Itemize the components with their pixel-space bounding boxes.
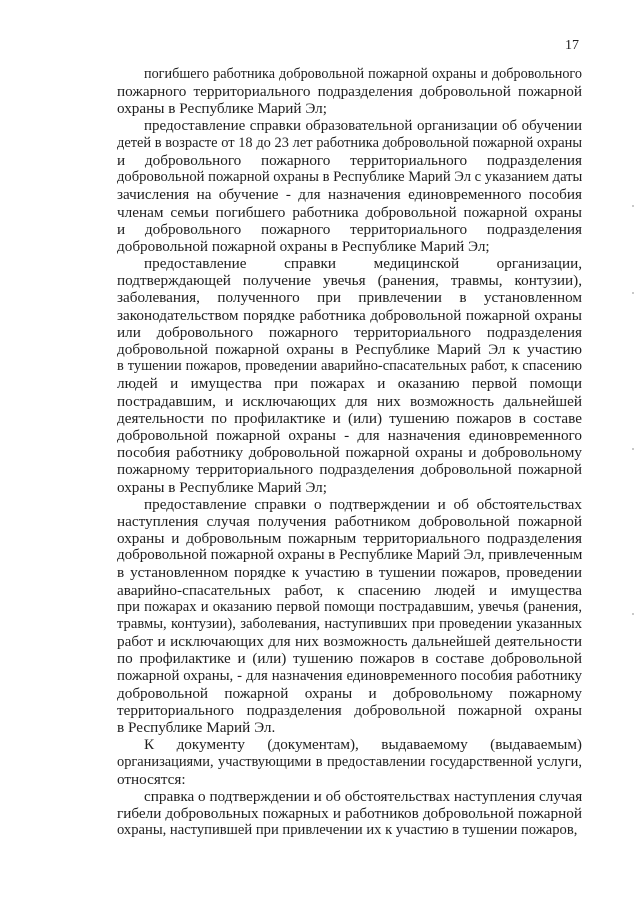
text-line: наступления случая получения работником добровольной пожарной <box>117 512 582 530</box>
text-line: охраны в Республике Марий Эл; <box>117 100 327 118</box>
text-line: при пожарах и оказанию первой помощи пострадавшим, увечья (ранения, <box>117 598 582 615</box>
document-body <box>117 66 582 839</box>
text-line: и добровольного пожарного территориального подразделения <box>117 220 582 238</box>
text-line: добровольной пожарной охраны и добровольному пожарному <box>117 684 582 702</box>
text-line: пожарной охраны, - для назначения единовременного пособия работнику <box>117 667 582 684</box>
text-line: охраны в Республике Марий Эл; <box>117 478 327 496</box>
text-line: аварийно-спасательных работ, к спасению людей и имущества <box>117 581 582 599</box>
scan-artifact <box>632 613 634 615</box>
page-number: 17 <box>565 38 579 53</box>
text-line: и добровольного пожарного территориального подразделения <box>117 151 582 169</box>
text-line: травмы, контузии), заболевания, наступивших при проведении указанных <box>117 616 582 632</box>
text-line: пособия работнику добровольной пожарной охраны и добровольному <box>117 444 582 462</box>
text-line: предоставление справки о подтверждении и об обстоятельствах <box>144 495 582 513</box>
text-line: зачисления на обучение - для назначения единовременного пособия <box>117 186 582 204</box>
text-line: или добровольного пожарного территориального подразделения <box>117 323 582 341</box>
text-line: деятельности по профилактике и (или) тушению пожаров в составе <box>117 409 582 427</box>
scan-artifact <box>632 205 634 207</box>
text-line: людей и имущества при пожарах и оказанию первой помощи <box>117 375 582 393</box>
text-line: добровольной пожарной охраны в Республике Марий Эл; <box>117 237 490 255</box>
text-line: охраны, наступившей при привлечении их к участию в тушении пожаров, <box>117 822 578 839</box>
scan-artifact <box>632 292 634 294</box>
text-line: заболевания, полученного при привлечении в установленном <box>117 289 582 307</box>
text-line: добровольной пожарной охраны в Республике Марий Эл, привлеченным <box>117 547 582 564</box>
text-line: работ и исключающих для них возможность дальнейшей деятельности <box>117 633 582 651</box>
text-line: добровольной пожарной охраны - для назначения единовременного <box>117 426 582 444</box>
text-line: охраны и добровольным пожарным территориального подразделения <box>117 530 582 548</box>
text-line: справка о подтверждении и об обстоятельствах наступления случая <box>144 787 582 805</box>
text-line: погибшего работника добровольной пожарной охраны и добровольного <box>144 66 582 82</box>
text-line: гибели добровольных пожарных и работников добровольной пожарной <box>117 805 582 823</box>
text-line: К документу (документам), выдаваемому (выдаваемым) <box>144 736 582 754</box>
text-line: членам семьи погибшего работника добровольной пожарной охраны <box>117 203 582 221</box>
paragraph <box>117 736 582 788</box>
text-line: предоставление справки образовательной организации об обучении <box>144 117 582 134</box>
text-line: пострадавшим, и исключающих для них возможность дальнейшей <box>117 392 582 410</box>
text-line: законодательством порядке работника добровольной пожарной охраны <box>117 306 582 324</box>
paragraph <box>117 255 582 496</box>
text-line: подтверждающей получение увечья (ранения, травмы, контузии), <box>117 272 582 290</box>
text-line: предоставление справки медицинской организации, <box>144 255 582 273</box>
text-line: территориального подразделения добровольной пожарной охраны <box>117 701 582 719</box>
text-line: добровольной пожарной охраны в Республике Марий Эл к участию <box>117 341 582 358</box>
paragraph <box>117 496 582 737</box>
text-line: в Республике Марий Эл. <box>117 719 276 737</box>
paragraph <box>117 66 582 118</box>
text-line: детей в возрасте от 18 до 23 лет работника добровольной пожарной охраны <box>117 134 582 151</box>
text-line: пожарного территориального подразделения добровольной пожарной <box>117 83 582 101</box>
text-line: в тушении пожаров, проведении аварийно-спасательных работ, к спасению <box>117 358 582 375</box>
text-line: относятся: <box>117 770 186 788</box>
paragraph <box>117 788 582 840</box>
scan-artifact <box>632 448 634 450</box>
text-line: по профилактике и (или) тушению пожаров в составе добровольной <box>117 650 582 668</box>
text-line: организациями, участвующими в предоставлении государственной услуги, <box>117 753 582 770</box>
text-line: в установленном порядке к участию в тушении пожаров, проведении <box>117 564 582 582</box>
text-line: пожарному территориального подразделения добровольной пожарной <box>117 461 582 479</box>
paragraph <box>117 118 582 256</box>
text-line: добровольной пожарной охраны в Республике Марий Эл с указанием даты <box>117 169 582 186</box>
